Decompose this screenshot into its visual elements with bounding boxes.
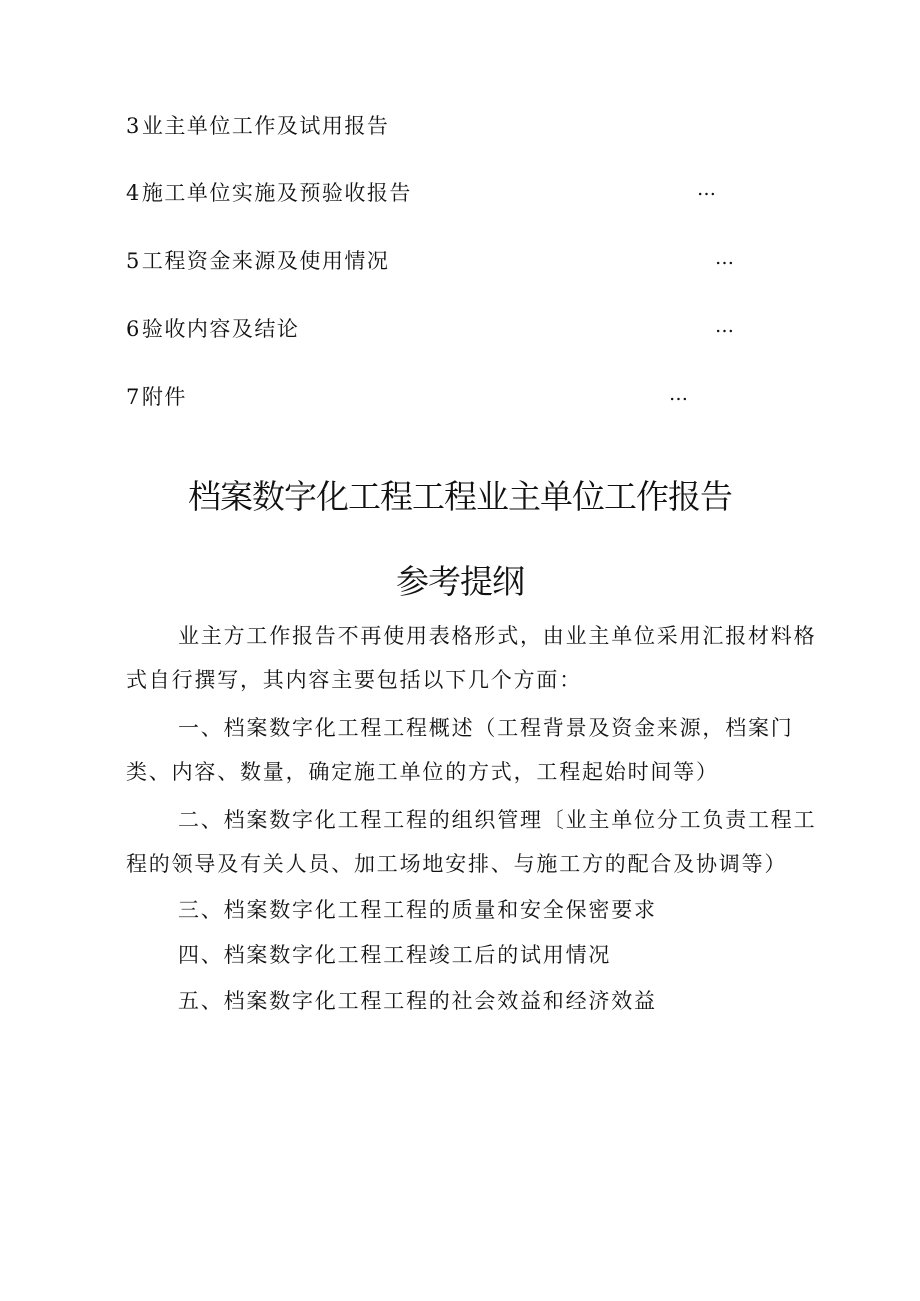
outline-item-5: 五、档案数字化工程工程的社会效益和经济效益: [178, 989, 657, 1013]
toc-item-4: [126, 183, 412, 204]
toc-leader-dots: …: [715, 247, 735, 269]
intro-paragraph: 业主方工作报告不再使用表格形式，由业主单位采用汇报材料格式自行撰写，其内容主要包括以下几个方面：: [126, 624, 817, 692]
toc-leader-dots: …: [715, 315, 735, 337]
toc-label: 施工单位实施及预验收报告: [141, 181, 412, 205]
toc-item-7: [126, 387, 187, 408]
toc-number: 5: [126, 249, 141, 273]
toc-label: 验收内容及结论: [141, 317, 300, 341]
outline-item-2: 二、档案数字化工程工程的组织管理〔业主单位分工负责工程工程的领导及有关人员、加工场地安排、与施工方的配合及协调等）: [126, 808, 817, 876]
toc-label: 工程资金来源及使用情况: [141, 249, 390, 273]
outline-item-3: 三、档案数字化工程工程的质量和安全保密要求: [178, 898, 657, 922]
toc-leader-dots: …: [697, 178, 717, 200]
toc-leader-dots: …: [669, 383, 689, 405]
toc-label: 业主单位工作及试用报告: [141, 114, 390, 138]
report-title: 档案数字化工程工程业主单位工作报告: [188, 477, 732, 516]
outline-item-1: 一、档案数字化工程工程概述（工程背景及资金来源，档案门类、内容、数量，确定施工单位的方式，工程起始时间等）: [126, 716, 794, 784]
toc-item-5: [126, 251, 389, 272]
toc-item-6: [126, 319, 299, 340]
toc-item-3: [126, 116, 389, 137]
toc-label: 附件: [141, 385, 187, 409]
report-subtitle: 参考提纲: [396, 562, 524, 601]
toc-number: 6: [126, 317, 141, 341]
toc-number: 3: [126, 114, 141, 138]
toc-number: 7: [126, 385, 141, 409]
toc-number: 4: [126, 181, 141, 205]
outline-item-4: 四、档案数字化工程工程竣工后的试用情况: [178, 943, 612, 967]
